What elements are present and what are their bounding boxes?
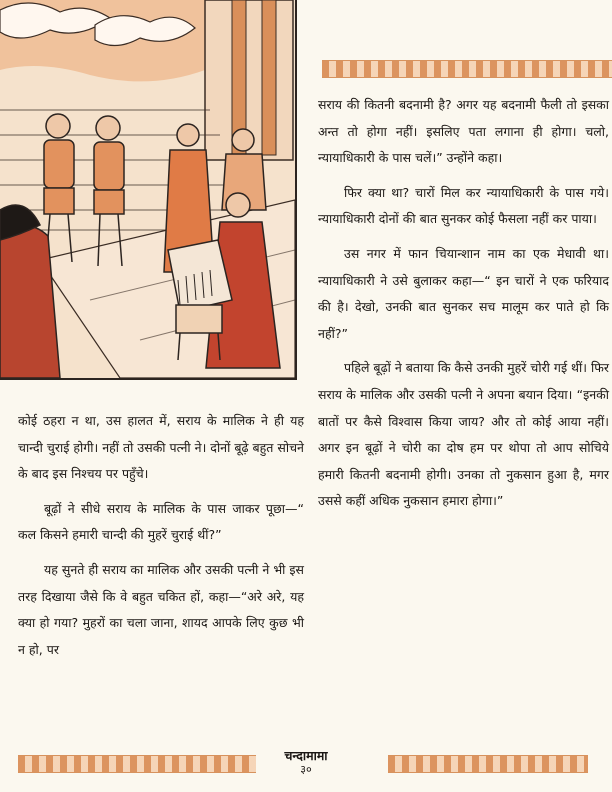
paragraph: कोई ठहरा न था, उस हालत में, सराय के मालिक ने ही यह चान्दी चुराई होगी। नहीं तो उसकी पत्नी ने। दोनों बूढ़े बहुत सोचने के बाद इस निश्चय पर पहुँचे।	[18, 413, 304, 482]
right-column	[318, 92, 609, 523]
page-number: ३०	[300, 763, 312, 776]
decorative-border-top	[322, 60, 612, 78]
paragraph: बूढ़ों ने सीधे सराय के मालिक के पास जाकर पूछा—“ कल किसने हमारी चान्दी की मुहरें चुराई थीं?”	[18, 500, 304, 543]
paragraph: पहिले बूढ़ों ने बताया कि कैसे उनकी मुहरें चोरी गई थीं। फिर सराय के मालिक और उसकी पत्नी ने अपना बयान दिया। “इनकी बातों पर कैसे विश्वास किया जाय? और तो कोई आया नहीं। अगर इन बूढ़ों ने चोरी का दोष हम पर थोपा तो आप सोचिये हमारी कितनी बदनामी होगी। उनका तो नुकसान हुआ है, मगर उससे कहीं अधिक नुकसान हमारा होगा।”	[318, 360, 609, 509]
paragraph: फिर क्या था? चारों मिल कर न्यायाधिकारी के पास गये। न्यायाधिकारी दोनों की बात सुनकर कोई फैसला नहीं कर पाया।	[318, 184, 609, 227]
paragraph: सराय की कितनी बदनामी है? अगर यह बदनामी फैली तो इसका अन्त तो होगा नहीं। इसलिए पता लगाना ही होगा। चलो, न्यायाधिकारी के पास चलें।” उन्होंने कहा।	[318, 97, 609, 166]
paragraph: उस नगर में फान चियान्शान नाम का एक मेधावी था। न्यायाधिकारी ने उसे बुलाकर कहा—“ इन चारों ने एक फरियाद की है। देखो, उनकी बात सुनकर सच मालूम कर पाते हो कि नहीं?”	[318, 245, 609, 341]
magazine-title: चन्दामामा	[284, 748, 328, 763]
story-illustration	[0, 0, 297, 380]
left-column	[18, 408, 304, 671]
page-footer	[0, 748, 612, 776]
paragraph: यह सुनते ही सराय का मालिक और उसकी पत्नी ने भी इस तरह दिखाया जैसे कि वे बहुत चकित हों, कहा—“अरे अरे, यह क्या हो गया? मुहरों का चला जाना, शायद आपके लिए कुछ भी न हो, पर	[18, 561, 304, 657]
